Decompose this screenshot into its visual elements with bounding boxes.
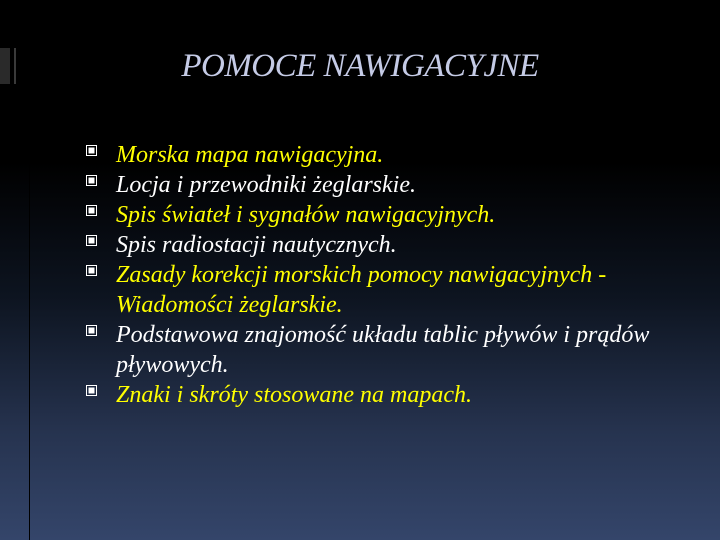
bullet-list: [86, 140, 696, 410]
list-item-text: Zasady korekcji morskich pomocy nawigacyjnych -Wiadomości żeglarskie.: [116, 262, 607, 318]
square-bullet-icon: [86, 175, 97, 186]
list-item-text: Spis radiostacji nautycznych.: [116, 232, 397, 258]
square-bullet-icon: [86, 325, 97, 336]
list-item: [86, 230, 696, 260]
list-item: [86, 140, 696, 170]
square-bullet-icon: [86, 235, 97, 246]
square-bullet-icon: [86, 145, 97, 156]
list-item: [86, 260, 696, 320]
slide-title: POMOCE NAWIGACYJNE: [181, 48, 539, 84]
square-bullet-icon: [86, 265, 97, 276]
list-item: [86, 170, 696, 200]
list-item-text: Morska mapa nawigacyjna.: [116, 142, 384, 168]
list-item-text: Podstawowa znajomość układu tablic pływów i prądów pływowych.: [116, 322, 650, 378]
list-item-text: Locja i przewodniki żeglarskie.: [116, 172, 416, 198]
square-bullet-icon: [86, 385, 97, 396]
list-item-text: Spis świateł i sygnałów nawigacyjnych.: [116, 202, 496, 228]
square-bullet-icon: [86, 205, 97, 216]
list-item: [86, 320, 696, 380]
list-item: [86, 380, 696, 410]
list-item: [86, 200, 696, 230]
list-item-text: Znaki i skróty stosowane na mapach.: [116, 382, 472, 408]
